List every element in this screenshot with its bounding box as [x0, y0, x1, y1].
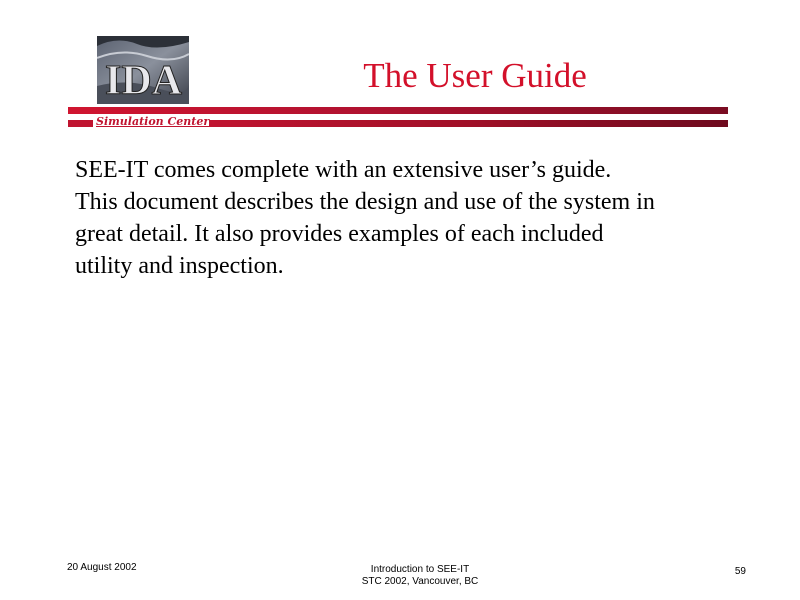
header-bar-bottom-left — [68, 120, 93, 127]
slide-title: The User Guide — [363, 56, 587, 95]
body-line: great detail. It also provides examples of each included — [75, 221, 604, 247]
logo-letters: IDA — [105, 58, 183, 104]
footer-date: 20 August 2002 — [67, 562, 137, 573]
footer-center — [320, 564, 520, 588]
body-line: utility and inspection. — [75, 253, 284, 279]
ida-logo-image — [97, 36, 189, 104]
footer-presentation-title: Introduction to SEE-IT — [370, 564, 470, 575]
page-number: 59 — [734, 566, 746, 577]
header-bar-bottom-right — [209, 120, 728, 127]
body-line: SEE-IT comes complete with an extensive user’s guide. — [75, 157, 612, 183]
ida-logo — [97, 36, 189, 104]
footer-event: STC 2002, Vancouver, BC — [361, 576, 479, 587]
header-bar-top — [68, 107, 728, 114]
simulation-center-label: Simulation Center — [96, 115, 210, 128]
body-line: This document describes the design and use of the system in — [75, 189, 655, 215]
body-paragraph — [75, 154, 755, 282]
